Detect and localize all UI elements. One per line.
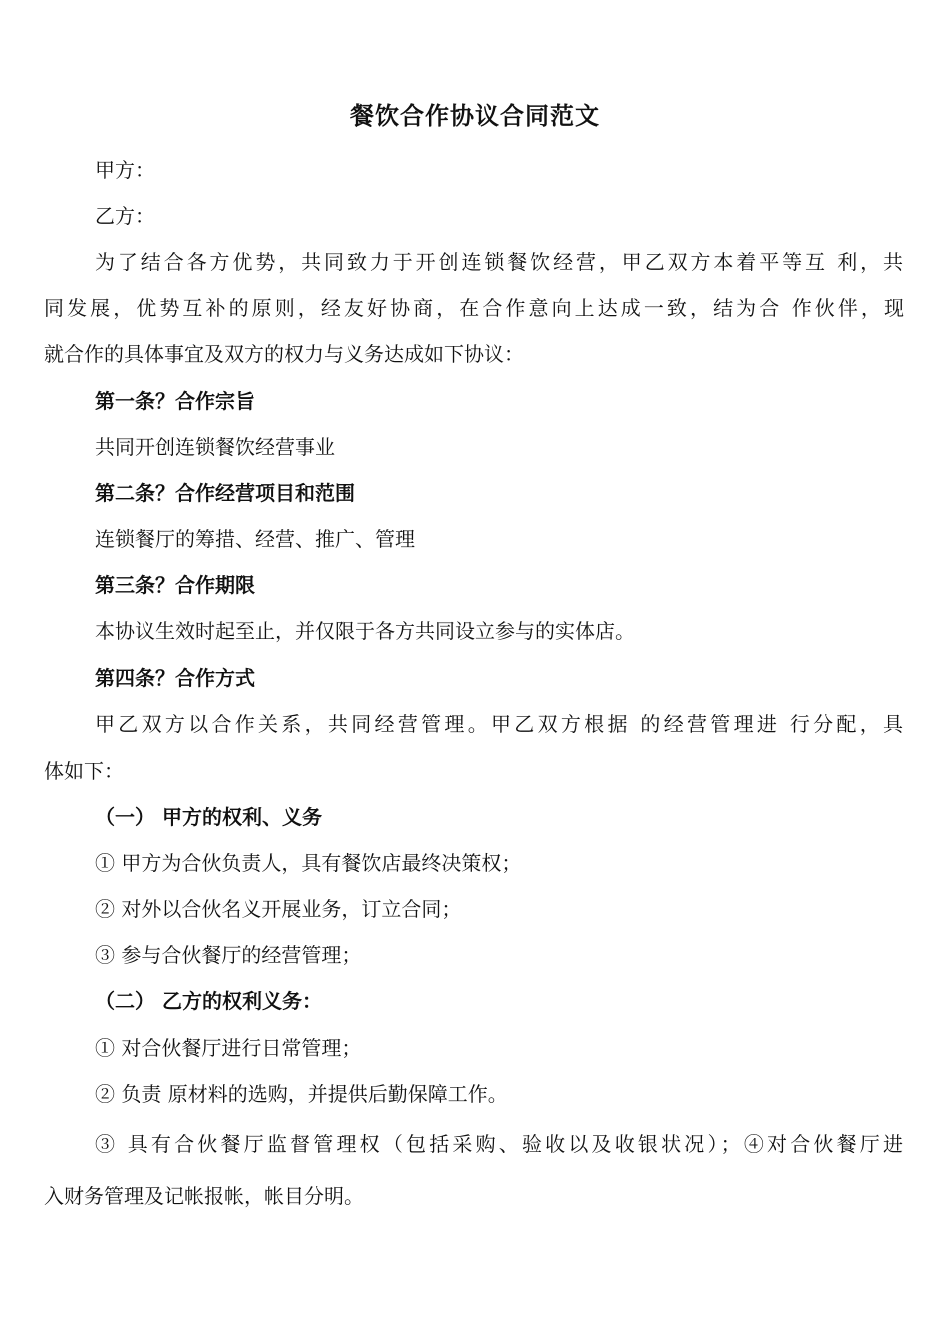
article-1-heading: 第一条？合作宗旨 [95, 389, 255, 413]
party-a-rights-item-2: ② 对外以合伙名义开展业务，订立合同； [95, 897, 462, 921]
party-b-label: 乙方： [95, 204, 155, 228]
intro-line-2: 同发展，优势互补的原则，经友好协商，在合作意向上达成一致，结为合 作伙伴，现 [44, 296, 904, 320]
intro-line-3: 就合作的具体事宜及双方的权力与义务达成如下协议： [44, 342, 524, 366]
party-b-rights-item-3-line-1: ③ 具有合伙餐厅监督管理权（包括采购、验收以及收银状况）；④对合伙餐厅进 [95, 1132, 903, 1156]
article-3-body: 本协议生效时起至止，并仅限于各方共同设立参与的实体店。 [95, 619, 635, 643]
article-4-body-line-1: 甲乙双方以合作关系，共同经营管理。甲乙双方根据 的经营管理进 行分配，具 [95, 712, 903, 736]
article-4-heading: 第四条？合作方式 [95, 666, 255, 690]
party-a-label: 甲方： [95, 158, 155, 182]
article-2-heading: 第二条？合作经营项目和范围 [95, 481, 355, 505]
party-b-rights-item-1: ① 对合伙餐厅进行日常管理； [95, 1036, 362, 1060]
article-2-body: 连锁餐厅的筹措、经营、推广、管理 [95, 527, 415, 551]
article-4-body-line-2: 体如下： [44, 759, 124, 783]
party-a-rights-heading: （一） 甲方的权利、义务 [95, 805, 322, 829]
party-a-rights-item-1: ① 甲方为合伙负责人，具有餐饮店最终决策权； [95, 851, 522, 875]
party-a-rights-item-3: ③ 参与合伙餐厅的经营管理； [95, 943, 362, 967]
intro-line-1: 为了结合各方优势，共同致力于开创连锁餐饮经营，甲乙双方本着平等互 利，共 [95, 250, 903, 274]
article-1-body: 共同开创连锁餐饮经营事业 [95, 435, 335, 459]
document-title: 餐饮合作协议合同范文 [350, 101, 600, 130]
party-b-rights-heading: （二） 乙方的权利义务： [95, 989, 322, 1013]
party-b-rights-item-2: ② 负责 原材料的选购，并提供后勤保障工作。 [95, 1082, 508, 1106]
party-b-rights-item-3-line-2: 入财务管理及记帐报帐，帐目分明。 [44, 1184, 364, 1208]
article-3-heading: 第三条？合作期限 [95, 573, 255, 597]
